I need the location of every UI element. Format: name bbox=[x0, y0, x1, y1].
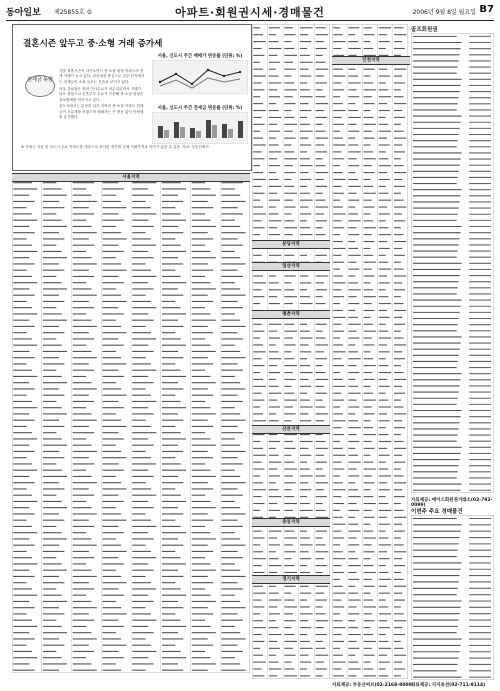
auction-table bbox=[411, 515, 494, 680]
chart-title: 서울, 신도시 주간 매매가 변동률 bbox=[157, 54, 221, 59]
jeonse-plot bbox=[152, 112, 248, 144]
golf-membership-table bbox=[411, 33, 494, 493]
contact-main: 자료제공: 부동산써브(02-2168-8000) bbox=[332, 683, 414, 688]
section-header: 중동지역 bbox=[252, 518, 330, 527]
article-paragraph: 가을 결혼시즌이 다가오면서 중·소형 평형 아파트의 전세 거래가 늘고 있다. 강남권을 중심으로 일부 단지에서는 전세금이 소폭 오르는 모습을 보이고 있다. bbox=[59, 69, 145, 84]
listing-grid-lower-left bbox=[12, 173, 250, 673]
issue-number: 제25855호 ⑤ bbox=[54, 9, 92, 16]
section-header: 서울지역 bbox=[12, 173, 250, 182]
golf-membership-title: 골프회원권 bbox=[411, 27, 438, 33]
auction-title: 이번주 주요 경매물건 bbox=[411, 509, 463, 515]
section-header: 경기지역 bbox=[252, 575, 330, 584]
section-title: 아파트·회원권시세·경매물건 bbox=[175, 6, 325, 19]
article-paragraph: 서울 강남권은 방학 이사수요가 마무리되면서 거래가 다소 줄었으나 신혼부부 수요가 꾸준해 중·소형 평형은 강보합세를 이어가고 있다. bbox=[59, 86, 144, 102]
article-paragraph: 신도시에서는 분당과 일산 지역의 중·소형 아파트 전세금이 오름세를 보였으며 매매가는 큰 변동 없이 안정세를 유지했다. bbox=[59, 104, 144, 120]
chart-unit: (단위: %) bbox=[222, 54, 243, 59]
newspaper-name: 동아일보 bbox=[6, 8, 41, 18]
sale-price-plot bbox=[152, 60, 248, 94]
page-number: B7 bbox=[479, 4, 494, 15]
contact-auction: 자료제공: 지지옥션(02-711-9114) bbox=[411, 683, 486, 688]
article-footer: ※ 시세는 서울 및 신도시 주요 아파트를 대상으로 조사한 것이며 실제 거래가격과 차이가 있을 수 있음. 자료: 부동산써브 bbox=[21, 145, 209, 149]
contact-golf: 자료제공: 에이스회원권거래소(02-792-0099) bbox=[411, 498, 493, 508]
section-header: 일산지역 bbox=[252, 262, 330, 271]
jeonse-chart bbox=[152, 105, 248, 173]
section-header: 평촌지역 bbox=[252, 310, 330, 319]
section-header: 산본지역 bbox=[252, 425, 330, 434]
section-header: 분당지역 bbox=[252, 240, 330, 249]
chart-title: 서울, 신도시 주간 전세금 변동률 bbox=[157, 106, 221, 111]
chart-unit: (단위: %) bbox=[222, 106, 243, 111]
publication-date: 2006년 9월 8일 월요일 bbox=[412, 9, 476, 16]
aux-column bbox=[411, 25, 494, 688]
section-header: 인천지역 bbox=[332, 56, 410, 65]
article-headline: 결혼시즌 앞두고 중·소형 거래 증가세 bbox=[23, 39, 163, 49]
lead-article bbox=[12, 24, 252, 171]
article-body bbox=[59, 69, 145, 122]
column-logo: 전세금 동향 bbox=[25, 75, 55, 97]
listing-grid-col-b bbox=[332, 24, 408, 679]
masthead bbox=[6, 4, 494, 21]
